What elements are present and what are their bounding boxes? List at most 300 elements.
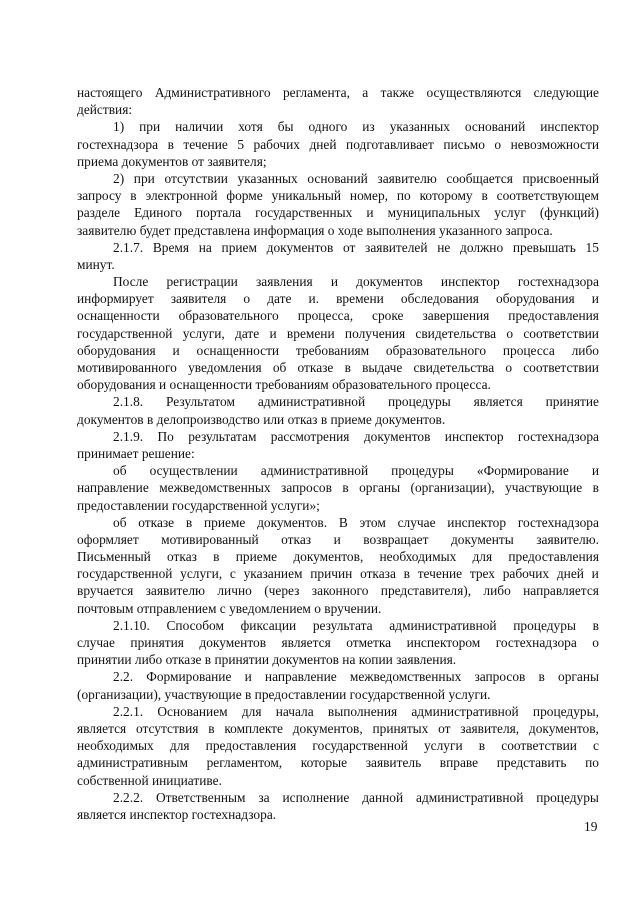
word: направление — [264, 669, 337, 685]
line-text: оборудования и оснащенности требованиям образовательного процесса. — [77, 377, 491, 393]
word: письмо — [443, 136, 485, 152]
text-line — [77, 170, 599, 187]
word: заявитель — [365, 755, 422, 771]
text-line — [77, 84, 599, 101]
word: процедуры, — [532, 703, 599, 719]
word: предоставления — [508, 549, 599, 565]
word: начала — [275, 703, 314, 719]
word: в — [403, 566, 410, 582]
word: и — [172, 342, 180, 358]
word: подготавливает — [346, 136, 434, 152]
word: отсутствия — [135, 720, 199, 736]
word: соответствии — [523, 325, 599, 341]
word: документов, — [293, 549, 364, 565]
word: при — [139, 119, 161, 135]
word: следующие — [533, 85, 599, 100]
word: гостехнадзора — [517, 274, 599, 290]
word: принятия — [130, 635, 184, 650]
word: данной — [362, 789, 404, 805]
text-line — [77, 703, 599, 720]
word: рабочих — [502, 566, 550, 582]
word: лично — [217, 583, 252, 599]
word: необходимых — [379, 549, 457, 565]
word: настоящего — [77, 85, 143, 100]
word: невозможности — [510, 136, 599, 152]
word: об — [113, 463, 127, 479]
word: от — [342, 239, 356, 255]
word: (через — [264, 583, 300, 599]
word: муниципальных — [387, 205, 481, 221]
word: государственной — [77, 566, 173, 582]
word: органы — [558, 669, 599, 685]
text-line — [77, 273, 599, 290]
word: для — [241, 703, 262, 719]
word: из — [362, 119, 375, 135]
word: в — [478, 738, 486, 754]
word: информирует — [77, 291, 154, 307]
text-line — [77, 136, 599, 153]
word: «Формирование — [476, 463, 569, 479]
word: которому — [419, 188, 473, 204]
word: отметка — [346, 635, 392, 650]
word: требованиям — [295, 342, 370, 358]
word: органы — [359, 480, 401, 496]
word: Способом — [166, 617, 224, 633]
word: предоставления — [205, 738, 297, 754]
text-line — [77, 428, 599, 445]
word: дате — [235, 325, 260, 341]
text-line — [77, 290, 599, 307]
word: и — [269, 325, 277, 341]
word: услуги — [423, 738, 463, 754]
word: приеме — [235, 549, 278, 565]
word: возвращает — [363, 531, 429, 547]
word: этом — [359, 514, 386, 530]
word: (функций) — [539, 205, 599, 221]
word: либо — [571, 342, 599, 358]
word: заявителю — [145, 583, 206, 599]
word: трех — [469, 566, 496, 582]
word: мотивированный — [161, 531, 259, 547]
word: направление — [77, 480, 149, 496]
line-text: документов в делопроизводство или отказ в приеме документов. — [77, 411, 446, 427]
word: административной — [411, 703, 519, 719]
text-line — [77, 393, 599, 410]
word: номер, — [349, 188, 388, 204]
word: заявителю. — [536, 531, 599, 547]
word: сообщается — [446, 170, 513, 186]
word: рассмотрения — [270, 428, 350, 444]
word: в — [592, 617, 599, 633]
word: комплекте — [224, 720, 283, 736]
word: Основанием — [157, 703, 228, 719]
word: услуг — [494, 205, 526, 221]
line-text: принимает решение: — [77, 445, 195, 461]
word: отказ — [281, 531, 312, 547]
word: также — [380, 85, 415, 100]
word: об — [113, 514, 127, 530]
word: указанных — [389, 119, 450, 135]
text-line — [77, 531, 599, 548]
word: 2.1.8. — [113, 394, 144, 410]
word: межведомственных — [349, 669, 462, 685]
word: является — [77, 720, 127, 736]
word: В — [338, 514, 348, 530]
word: о — [494, 136, 502, 152]
text-line — [77, 617, 599, 634]
word: представителя), — [380, 583, 472, 599]
word: оснований — [464, 119, 526, 135]
text-line — [77, 411, 599, 428]
text-line — [77, 307, 599, 324]
word: о — [243, 291, 251, 307]
word: услуги, — [180, 566, 223, 582]
word: вручается — [77, 583, 134, 599]
word: исполнение — [282, 789, 350, 805]
text-line — [77, 806, 599, 823]
word: течение — [183, 136, 228, 152]
word: 5 — [237, 136, 245, 152]
word: выполнения — [327, 703, 398, 719]
word: в — [481, 188, 488, 204]
word: соответствии — [501, 738, 577, 754]
text-line — [77, 187, 599, 204]
word: рабочих — [253, 136, 300, 152]
word: одного — [308, 119, 348, 135]
word: либо — [483, 583, 511, 599]
word: в — [213, 549, 220, 565]
word: образовательного — [385, 342, 487, 358]
word: регистрации — [166, 274, 238, 290]
word: при — [133, 170, 155, 186]
text-line — [77, 514, 599, 531]
word: свидетельства — [415, 325, 497, 341]
word: соответствии — [523, 360, 599, 375]
word: запросов — [281, 480, 332, 496]
word: Единого — [134, 205, 182, 221]
text-line — [77, 222, 599, 239]
word: превышать — [512, 239, 576, 255]
text-line — [77, 325, 599, 342]
paragraph — [77, 617, 599, 669]
word: государственных — [255, 205, 353, 221]
word: процедуры — [388, 394, 451, 410]
word: течение — [417, 566, 463, 582]
text-line — [77, 651, 599, 668]
word: является — [473, 394, 523, 410]
word: и. — [308, 291, 320, 307]
paragraph — [77, 118, 599, 170]
word: оборудования — [496, 291, 575, 307]
word: оснащенности — [77, 308, 160, 324]
word: в — [208, 720, 215, 736]
word: дней — [556, 566, 584, 582]
text-line — [77, 565, 599, 582]
line-text: является инспектор гостехнадзора. — [77, 806, 277, 822]
text-line — [77, 686, 599, 703]
text-line — [77, 376, 599, 393]
word: заявителей — [365, 239, 428, 255]
line-text: заявителю будет представлена информация о ходе выполнения указанного запроса. — [77, 222, 553, 238]
word: с — [229, 566, 236, 582]
text-line — [77, 582, 599, 599]
word: для — [472, 549, 493, 565]
word: процедуры — [513, 617, 576, 633]
word: административной — [260, 463, 369, 479]
word: по — [396, 188, 411, 204]
line-text: (организации), участвующие в предоставлении государственной услуги. — [77, 686, 491, 702]
line-text: минут. — [77, 256, 115, 272]
line-text: почтовым отправлением с уведомлением о вручении. — [77, 600, 382, 616]
word: бы — [277, 119, 294, 135]
word: заявителя, — [460, 720, 520, 736]
text-line — [77, 737, 599, 754]
word: административной — [416, 789, 524, 805]
word: должно — [460, 239, 504, 255]
word: и — [330, 274, 338, 290]
word: разделе — [77, 205, 121, 221]
word: присвоенный — [522, 170, 599, 186]
word: инспектор — [440, 274, 500, 290]
word: по — [585, 755, 599, 771]
word: Административного — [154, 85, 271, 100]
word: портала — [195, 205, 242, 221]
word: и — [333, 531, 341, 547]
word: о — [592, 635, 599, 650]
text-line — [77, 479, 599, 496]
word: оснований — [307, 170, 368, 186]
word: представить — [496, 755, 567, 771]
word: гостехнадзора — [77, 136, 159, 152]
line-text: принятии либо отказе в принятии документов на копии заявления. — [77, 652, 457, 668]
word: в — [342, 480, 349, 496]
word: соответствующем — [496, 188, 599, 204]
word: в — [538, 669, 545, 685]
word: мотивированного — [77, 360, 177, 375]
word: процесса — [502, 342, 555, 358]
word: обследования — [400, 291, 479, 307]
word: гостехнадзора — [517, 514, 599, 530]
word: об — [272, 360, 287, 375]
word: является — [281, 635, 331, 650]
word: услуги, — [182, 325, 225, 341]
text-line — [77, 153, 599, 170]
paragraph — [77, 428, 599, 462]
text-line — [77, 772, 599, 789]
word: 1) — [113, 119, 125, 135]
word: причин — [310, 566, 353, 582]
word: выдаче — [362, 360, 403, 375]
word: оформляет — [77, 531, 139, 547]
text-line — [77, 497, 599, 514]
word: уникальный — [271, 188, 342, 204]
word: случае — [77, 635, 115, 650]
word: результата — [312, 617, 373, 633]
word: дате — [267, 291, 292, 307]
word: и — [591, 566, 599, 582]
paragraph — [77, 668, 599, 702]
word: на — [198, 239, 212, 255]
paragraph — [77, 462, 599, 514]
word: результатам — [188, 428, 257, 444]
text-line — [77, 668, 599, 685]
word: запросов — [474, 669, 526, 685]
text-line — [77, 204, 599, 221]
word: законного — [311, 583, 369, 599]
text-line — [77, 118, 599, 135]
line-text: предоставлении государственной услуги»; — [77, 497, 320, 513]
word: принятых — [372, 720, 429, 736]
word: образовательного — [178, 308, 279, 324]
word: о — [506, 325, 514, 341]
text-line — [77, 548, 599, 565]
word: прием — [221, 239, 257, 255]
word: отказа — [360, 566, 396, 582]
word: заявления — [256, 274, 313, 290]
word: 15 — [585, 239, 599, 255]
word: в — [592, 480, 599, 496]
word: По — [157, 428, 174, 444]
word: завершения — [422, 308, 490, 324]
word: 2.2.2. — [113, 789, 144, 805]
word: свидетельства — [413, 360, 495, 375]
word: хотя — [238, 119, 263, 135]
word: документов, — [292, 720, 363, 736]
word: осуществляются — [426, 85, 522, 100]
word: административной — [389, 617, 497, 633]
word: процедуры — [536, 789, 599, 805]
word: электронной — [145, 188, 218, 204]
word: в — [167, 136, 174, 152]
word: фиксации — [240, 617, 297, 633]
word: 2.2. — [113, 669, 134, 685]
word: документов, — [528, 720, 599, 736]
word: осуществлении — [149, 463, 238, 479]
paragraph — [77, 170, 599, 239]
word: сроке — [372, 308, 404, 324]
line-text: приема документов от заявителя; — [77, 153, 267, 169]
paragraph — [77, 703, 599, 789]
word: Время — [152, 239, 190, 255]
word: в — [185, 514, 193, 530]
word: документов — [356, 274, 423, 290]
word: указанием — [243, 566, 303, 582]
word: документов — [266, 239, 334, 255]
paragraph — [77, 239, 599, 273]
word: дней — [309, 136, 337, 152]
word: межведомственных — [159, 480, 271, 496]
word: которые — [300, 755, 348, 771]
word: 2.1.7. — [113, 239, 144, 255]
word: форме — [226, 188, 263, 204]
word: инспектор — [447, 514, 507, 530]
word: регламента, — [282, 85, 350, 100]
word: инспектор — [540, 119, 599, 135]
word: процедуры — [391, 463, 454, 479]
word: в — [130, 188, 137, 204]
word: оснащенности — [196, 342, 280, 358]
word: 2.2.1. — [113, 703, 144, 719]
word: процесса, — [297, 308, 354, 324]
word: гостехнадзора — [495, 635, 577, 650]
word: времени — [336, 291, 384, 307]
word: документов — [363, 428, 431, 444]
word: инспектор — [444, 428, 504, 444]
word: времени — [286, 325, 335, 341]
document-body — [77, 84, 599, 823]
text-line — [77, 101, 599, 118]
text-line — [77, 789, 599, 806]
word: направляется — [523, 583, 599, 599]
word: 2.1.9. — [113, 428, 144, 444]
word: оборудования — [77, 342, 156, 358]
word: гостехнадзора — [517, 428, 599, 444]
text-line — [77, 445, 599, 462]
paragraph — [77, 273, 599, 393]
word: отсутствии — [164, 170, 228, 186]
word: вправе — [439, 755, 479, 771]
word: принятие — [545, 394, 599, 410]
text-line — [77, 239, 599, 256]
word: и — [244, 669, 252, 685]
word: получения — [344, 325, 406, 341]
word: о — [505, 360, 513, 375]
word: государственной — [312, 738, 408, 754]
word: отказ — [167, 549, 197, 565]
word: 2.1.10. — [113, 617, 150, 633]
paragraph — [77, 789, 599, 823]
word: Письменный — [77, 549, 151, 565]
text-line — [77, 359, 599, 376]
word: (организации), — [410, 480, 495, 496]
text-line — [77, 754, 599, 771]
word: наличии — [175, 119, 224, 135]
paragraph — [77, 393, 599, 427]
word: После — [113, 274, 149, 290]
text-line — [77, 600, 599, 617]
text-line — [77, 256, 599, 273]
word: от — [438, 720, 451, 736]
word: государственной — [77, 325, 173, 341]
word: с — [593, 738, 599, 754]
word: документы — [450, 531, 514, 547]
word: 2) — [113, 170, 125, 186]
word: уведомления — [188, 360, 262, 375]
paragraph — [77, 84, 599, 118]
page-number: 19 — [584, 819, 598, 834]
word: Результатом — [165, 394, 235, 410]
word: случае — [397, 514, 436, 530]
word: заявителя — [170, 291, 227, 307]
word: документов — [199, 635, 267, 650]
word: участвующие — [505, 480, 583, 496]
word: за — [258, 789, 270, 805]
word: предоставления — [508, 308, 599, 324]
line-text: собственной инициативе. — [77, 772, 222, 788]
word: и — [591, 291, 599, 307]
word: в — [344, 360, 351, 375]
word: необходимых — [77, 738, 154, 754]
line-text: действия: — [77, 102, 133, 118]
text-line — [77, 462, 599, 479]
word: приеме — [203, 514, 246, 530]
word: Ответственным — [156, 789, 246, 805]
word: и — [591, 463, 599, 479]
word: административным — [77, 755, 188, 771]
word: а — [362, 85, 369, 100]
word: отказе — [138, 514, 175, 530]
word: инспектором — [406, 635, 481, 650]
